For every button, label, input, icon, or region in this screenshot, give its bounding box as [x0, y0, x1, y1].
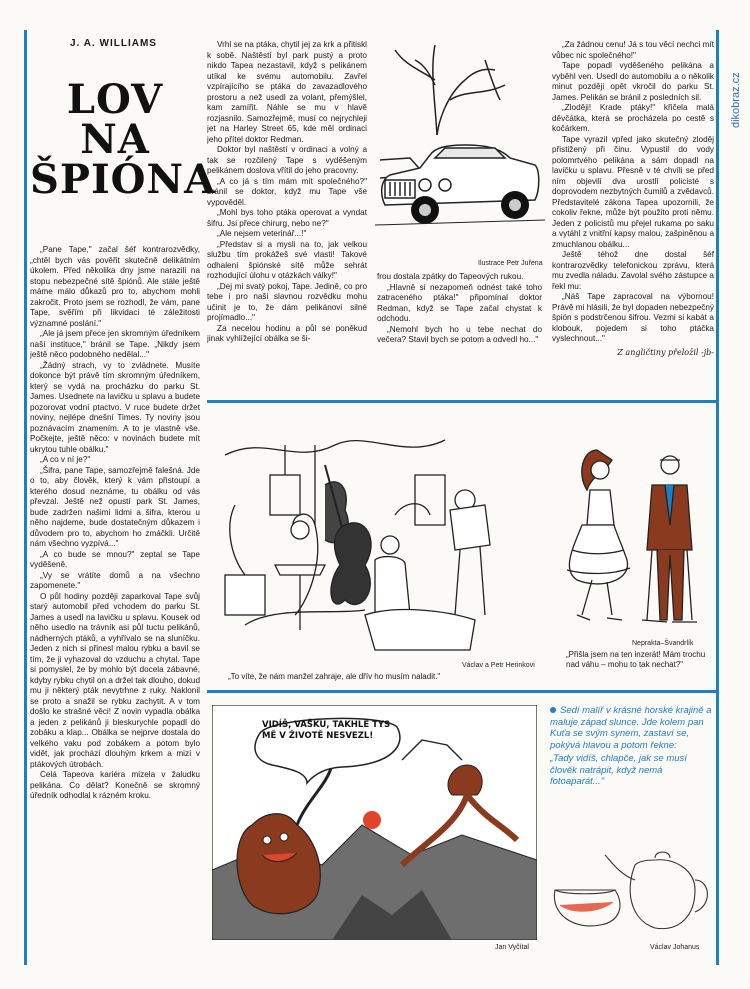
paragraph: „Mohl bys toho ptáka operovat a vyndat šifru. Jsi přece chirurg, nebo ne?" [207, 208, 367, 228]
article-column-1 [30, 245, 200, 955]
watermark: dikobraz.cz [730, 72, 742, 128]
bear-speech-bubble: VIDÍŠ, VAŠKU, TAKHLE TYS MĚ V ŽIVOTĚ NESVEZL! [262, 720, 391, 741]
couple-cartoon [552, 430, 712, 635]
title-line: LOV [66, 76, 164, 123]
paragraph: „Náš Tape zapracoval na výbornou! Právě mi hlásili, že byl dopaden nebezpečný špión s podstrčenou šifrou. Vezmi si kabát a klobouk, pojedem si toho ptáčka vyslechnout..." [552, 292, 714, 343]
lower-blue-rule [207, 690, 719, 693]
article-column-2 [207, 40, 367, 390]
couple-cartoon-credit: Neprakta–Švandrlík [632, 640, 694, 647]
car-illustration [375, 40, 545, 265]
paragraph: „Zloději! Krade ptáky!" křičela malá děvčátka, která se procházela po cestě s kočárkem. [552, 103, 714, 133]
bullet-icon [550, 707, 556, 713]
illustration-credit: Ilustrace Petr Juřena [478, 260, 543, 267]
left-blue-rule [24, 30, 27, 965]
bear-cartoon-credit: Jan Vyčítal [495, 944, 529, 951]
paragraph: frou dostala zpátky do Tapeových rukou. [377, 272, 524, 281]
teapot-sketch [545, 820, 715, 940]
paragraph: Vrhl se na ptáka, chytil jej za krk a přitiskl k sobě. Naštěstí byl park pustý a proto nikdo Tapea nezastavil, když s pelikánem utíkal ke svému automobilu. Zavřel vzpírajícího se ptáka do zavazadlového prostoru a než usedl za volant, přemýšlel, kam zamířit. Náhle se mu v hlavě rozjasnilo. Samozřejmě, musí co nejrychleji jet na Harley Street 65, kde měl ordinaci jeho přítel doktor Redman. [207, 40, 367, 144]
paragraph: „Ale nejsem veterinář...!" [217, 229, 307, 238]
translator-credit: Z angličtiny přeložil -jb- [617, 347, 714, 357]
paragraph: „Pane Tape," začal šéf kontrarozvědky, „chtěl bych vás pověřit skutečně delikátním úkolem. Před několika dny jsme narazili na stopu nebezpečné sítě špiónů. Ale stále ještě máme málo důkazů pro to, abychom mohli zakročit. Proto jsem se rozhodl, že vám, pane Tape, svěřím při likvidaci té záležitosti významné poslání." [30, 245, 200, 328]
title-line: NA [80, 116, 150, 163]
cafe-cartoon-credit: Václav a Petr Herinkovi [462, 662, 535, 669]
paragraph: „Za žádnou cenu! Já s tou věcí nechci mít vůbec nic společného!" [552, 40, 714, 60]
paragraph: Ještě téhož dne dostal šéf kontrarozvědky telefonickou zprávu, která mu zvedla náladu. Zavolal svého zástupce a řekl mu: [552, 250, 714, 291]
cafe-cartoon-caption: „To víte, že nám manžel zahraje, ale dřív ho musím naladit." [228, 672, 441, 681]
paragraph: Celá Tapeova kariéra mizela v žaludku pelikána. Co dělat? Konečně se skromný úředník odhodlal k rázném kroku. [30, 770, 200, 800]
paragraph: „Nemohl bych ho u tebe nechat do večera? Stavil bych se potom a odvedl ho..." [377, 324, 542, 344]
paragraph: Za necelou hodinu a půl se poněkud jinak vyhlížející obálka se ši- [207, 323, 367, 343]
painter-joke [550, 705, 715, 788]
right-blue-rule [716, 30, 719, 965]
paragraph: Tape vyrazil vpřed jako skutečný zloděj přistižený při činu. Vypustil do vody polomrtvého pelikána a sám dopadl na lavičku u splavu. Přesně v té chvíli se před ním objevili dva urostlí policisté s doprovodem nezbytných čumilů a zvědavců. Představitelé zákona Tapea upozornili, že cokoliv řekne, může být použito proti němu. Jeden z policistů mu přejel rukama po saku a vytáhl z vnitřní kapsy malou, zašpiněnou a zmuchlanou obálku... [552, 134, 714, 249]
paragraph: O půl hodiny později zaparkoval Tape svůj starý automobil před vchodem do parku St. James a usedl na lavičku u splavu. Kousek od něho usedlo na trávník asi půl tuctu pelikánů, nádherných ptáků, a vyhřívalo se na sluníčku. Jeden z nich si přinesl malou rybku a bavil se tím, že ji vyhazoval do vzduchu a chytal. Tape si pomyslel, že by mohlo být docela zábavné, kdyby rybku chytil on a držel tak dlouho, dokud mu ji některý pták nevytrhne z ruky. Naklonil se proto a snažil se rybku zachytit. A v tom došlo ke strašné věci! Z novin vypadla obálka a jeden z pelikánů ji bleskurychle popadl do zobáku a klap... Obálka se nejprve dostala do velkého vaku pod zobákem a potom bylo vidět, jak prochází dlouhým krkem a mizí v ptákových útrobách. [30, 591, 200, 769]
paragraph: „Dej mi svatý pokoj, Tape. Jedině, co pro tebe i pro naši slavnou rozvědku mohu učinit je to, že dám pelikánovi silné projímadlo..." [207, 281, 367, 322]
paragraph: „Vy se vrátíte domů a na všechno zapomenete." [30, 570, 200, 590]
painter-joke-intro: Sedí malíř v krásné horské krajině a maluje západ slunce. Jde kolem pan Kuťa se svým synem, zastaví se, pokývá hlavou a potom řekne: [550, 705, 712, 751]
title-line: ŠPIÓNA [30, 156, 217, 203]
paragraph: „Ale já jsem přece jen skromným úředníkem naší instituce," bránil se Tape. „Nikdy jsem ještě něco podobného nedělal..." [30, 329, 200, 359]
paragraph: „A co já s tím mám mít společného?" bránil se doktor, když mu Tape vše vypověděl. [207, 176, 367, 207]
article-column-4 [552, 40, 714, 380]
article-column-3 [377, 272, 542, 392]
paragraph: „Žádný strach, vy to zvládnete. Musíte dokonce být právě tím skromným úředníkem, který se vydá na procházku do parku St. James. Usednete na lavičku u splavu a budete pozorovat vodní ptactvo. V ruce budete držet noviny, nejlépe dnešní Times. Ty noviny jsou poznávacím znamením. A to je vlastně vše. Počkejte, ještě něco: v novinách budete mít ukrytou tuhle obálku." [30, 360, 200, 454]
paragraph: Doktor byl naštěstí v ordinaci a volný a tak se rozčilený Tape s vyděšeným pelikánem doslova vřítil do jeho pracovny. [207, 145, 367, 175]
cafe-cartoon [215, 415, 535, 655]
painter-joke-credit: Václav Johanus [650, 944, 700, 951]
paragraph: „Šifra, pane Tape, samozřejmě falešná. Jde o to, aby člověk, který k vám přistoupí a kterého dosud neznáme, tu obálku od vás převzal. Ještě než opustí park St. James, bude zadržen našimi lidmi a šifra, kterou u něho najdeme, bude dostatečným důkazem i důvodem pro to, abychom ho zmáčkli. Určitě nám všechno vyzpívá..." [30, 465, 200, 548]
paragraph: „A co v ní je?" [40, 455, 91, 464]
paragraph: Tape popadl vyděšeného pelikána a vyběhl ven. Usedl do automobilu a o několik minut později opět vkročil do parku St. James. Pelikán se bránil z posledních sil. [552, 61, 714, 102]
paragraph: „Hlavně si nezapomeň odnést také toho zatraceného ptáka!" připomínal doktor Redman, když se Tape začal chystat k odchodu. [377, 282, 542, 323]
article-title [30, 76, 217, 203]
middle-blue-rule [207, 400, 719, 403]
painter-joke-quote: „Tady vidíš, chlapče, jak se musí člověk natrápit, když nemá fotoaparát..." [550, 753, 687, 787]
paragraph: „Představ si a mysli na to, jak velkou službu tím prokážeš své vlasti! Takové odhalení špiónské sítě může sehrát rozhodující úlohu v otázkách války!" [207, 239, 367, 280]
paragraph: „A co bude se mnou?" zeptal se Tape vyděšeně. [30, 549, 200, 569]
article-author: J. A. WILLIAMS [70, 38, 157, 49]
couple-cartoon-caption: „Přišla jsem na ten inzerát! Mám trochu nad váhu – mohu to tak nechat?" [566, 650, 706, 669]
